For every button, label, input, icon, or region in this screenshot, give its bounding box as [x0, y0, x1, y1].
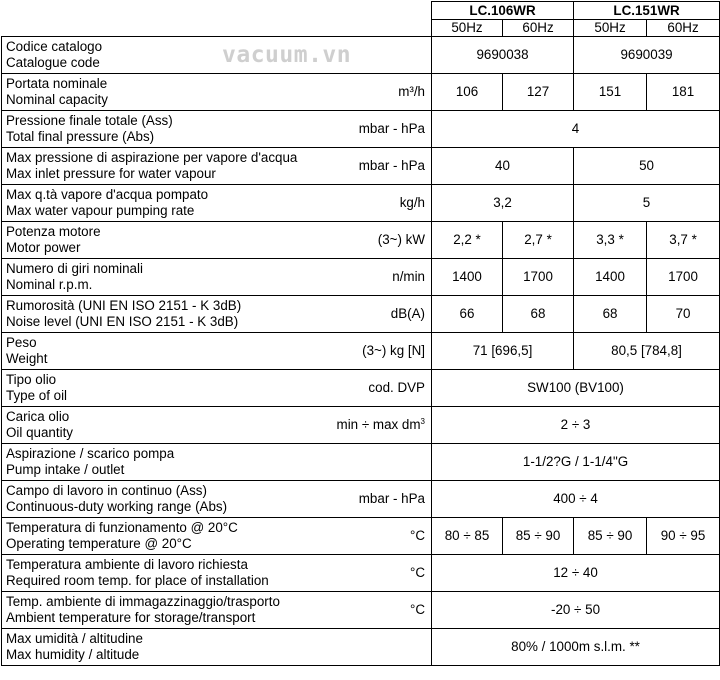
- spec-value: 106: [432, 74, 503, 111]
- spec-value: 40: [432, 148, 574, 185]
- header-blank: [2, 20, 432, 37]
- label-english: Ambient temperature for storage/transport: [6, 610, 256, 625]
- spec-label: [2, 444, 326, 481]
- spec-value: 85 ÷ 90: [574, 518, 647, 555]
- spec-label: [2, 259, 326, 296]
- label-english: Max humidity / altitude: [6, 647, 140, 662]
- spec-label: [2, 555, 326, 592]
- unit-text: kg/h: [399, 195, 425, 210]
- spec-value: 50: [574, 148, 720, 185]
- spec-unit: [326, 370, 432, 407]
- label-italian: Campo di lavoro in continuo (Ass): [6, 483, 207, 498]
- spec-value: 181: [647, 74, 720, 111]
- label-english: Oil quantity: [6, 425, 73, 440]
- spec-row: [2, 370, 720, 407]
- spec-value: 2,2 *: [432, 222, 503, 259]
- model-name: LC.151WR: [574, 2, 720, 20]
- spec-unit: [326, 629, 432, 666]
- label-italian: Max q.tà vapore d'acqua pompato: [6, 187, 209, 202]
- spec-label: [2, 333, 326, 370]
- label-english: Nominal r.p.m.: [6, 277, 93, 292]
- spec-row: [2, 111, 720, 148]
- unit-text: n/min: [392, 269, 425, 284]
- unit-text: mbar - hPa: [358, 121, 425, 136]
- spec-value: 1400: [432, 259, 503, 296]
- unit-text: dB(A): [390, 306, 425, 321]
- spec-row: [2, 629, 720, 666]
- spec-label: [2, 407, 326, 444]
- unit-text: min ÷ max dm: [336, 417, 421, 432]
- watermark: vacuum.vn: [222, 42, 352, 68]
- unit-text: mbar - hPa: [358, 158, 425, 173]
- label-english: Noise level (UNI EN ISO 2151 - K 3dB): [6, 314, 239, 329]
- spec-row: [2, 259, 720, 296]
- frequency-label: 60Hz: [647, 20, 720, 37]
- label-english: Required room temp. for place of installation: [6, 573, 269, 588]
- label-italian: Tipo olio: [6, 372, 57, 387]
- spec-row: [2, 333, 720, 370]
- label-italian: Rumorosità (UNI EN ISO 2151 - K 3dB): [6, 298, 242, 313]
- spec-value: 9690039: [574, 37, 720, 74]
- spec-unit: [326, 74, 432, 111]
- label-italian: Max umidità / altitudine: [6, 631, 143, 646]
- spec-value: 1700: [503, 259, 574, 296]
- label-italian: Peso: [6, 335, 37, 350]
- spec-label: [2, 370, 326, 407]
- spec-value: 2,7 *: [503, 222, 574, 259]
- spec-unit: [326, 333, 432, 370]
- spec-label: [2, 629, 326, 666]
- spec-value: 4: [432, 111, 720, 148]
- spec-label: [2, 111, 326, 148]
- unit-text: m³/h: [398, 84, 425, 99]
- label-italian: Temp. ambiente di immagazzinaggio/trasporto: [6, 594, 280, 609]
- frequency-header-row: [2, 20, 720, 37]
- frequency-label: 60Hz: [503, 20, 574, 37]
- label-english: Pump intake / outlet: [6, 462, 125, 477]
- spec-value: 80,5 [784,8]: [574, 333, 720, 370]
- spec-unit: [326, 111, 432, 148]
- spec-unit: [326, 185, 432, 222]
- spec-row: [2, 407, 720, 444]
- unit-text: °C: [409, 602, 425, 617]
- spec-row: [2, 518, 720, 555]
- spec-label: [2, 296, 326, 333]
- label-english: Max water vapour pumping rate: [6, 203, 195, 218]
- spec-value: 127: [503, 74, 574, 111]
- spec-value: 3,2: [432, 185, 574, 222]
- unit-text: mbar - hPa: [358, 491, 425, 506]
- header-blank: [2, 2, 432, 20]
- spec-value: 151: [574, 74, 647, 111]
- unit-text: cod. DVP: [368, 380, 425, 395]
- label-english: Catalogue code: [6, 55, 100, 70]
- unit-superscript: 3: [420, 417, 425, 426]
- spec-row: [2, 296, 720, 333]
- spec-label: [2, 148, 326, 185]
- label-italian: Pressione finale totale (Ass): [6, 113, 173, 128]
- spec-value: 68: [574, 296, 647, 333]
- spec-unit: [326, 444, 432, 481]
- spec-value: 3,7 *: [647, 222, 720, 259]
- model-name: LC.106WR: [432, 2, 574, 20]
- spec-value: 2 ÷ 3: [432, 407, 720, 444]
- spec-unit: [326, 407, 432, 444]
- spec-value: 400 ÷ 4: [432, 481, 720, 518]
- spec-value: 80% / 1000m s.l.m. **: [432, 629, 720, 666]
- label-english: Nominal capacity: [6, 92, 108, 107]
- spec-row: [2, 74, 720, 111]
- label-italian: Max pressione di aspirazione per vapore d'acqua: [6, 150, 298, 165]
- spec-unit: [326, 222, 432, 259]
- label-italian: Numero di giri nominali: [6, 261, 143, 276]
- spec-value: 12 ÷ 40: [432, 555, 720, 592]
- spec-unit: [326, 481, 432, 518]
- spec-label: [2, 222, 326, 259]
- spec-value: -20 ÷ 50: [432, 592, 720, 629]
- unit-text: °C: [409, 528, 425, 543]
- spec-unit: [326, 518, 432, 555]
- unit-text: °C: [409, 565, 425, 580]
- spec-unit: [326, 148, 432, 185]
- label-italian: Carica olio: [6, 409, 70, 424]
- spec-value: 3,3 *: [574, 222, 647, 259]
- label-italian: Temperatura ambiente di lavoro richiesta: [6, 557, 248, 572]
- label-italian: Codice catalogo: [6, 39, 103, 54]
- label-english: Continuous-duty working range (Abs): [6, 499, 228, 514]
- label-english: Operating temperature @ 20°C: [6, 536, 192, 551]
- spec-table: [1, 1, 720, 666]
- spec-row: [2, 148, 720, 185]
- spec-value: 70: [647, 296, 720, 333]
- spec-unit: [326, 259, 432, 296]
- spec-unit: [326, 592, 432, 629]
- spec-unit: [326, 296, 432, 333]
- spec-value: 90 ÷ 95: [647, 518, 720, 555]
- spec-table-body: [2, 2, 720, 666]
- label-italian: Temperatura di funzionamento @ 20°C: [6, 520, 238, 535]
- unit-text: (3~) kg [N]: [362, 343, 425, 358]
- label-english: Type of oil: [6, 388, 68, 403]
- spec-value: 1-1/2?G / 1-1/4"G: [432, 444, 720, 481]
- spec-label: [2, 481, 326, 518]
- spec-row: [2, 37, 720, 74]
- spec-label: [2, 592, 326, 629]
- spec-value: 1700: [647, 259, 720, 296]
- spec-value: 66: [432, 296, 503, 333]
- label-english: Total final pressure (Abs): [6, 129, 155, 144]
- label-english: Motor power: [6, 240, 81, 255]
- spec-label: [2, 37, 326, 74]
- label-italian: Portata nominale: [6, 76, 108, 91]
- model-header-row: [2, 2, 720, 20]
- spec-row: [2, 555, 720, 592]
- spec-value: 85 ÷ 90: [503, 518, 574, 555]
- spec-unit: [326, 37, 432, 74]
- spec-value: SW100 (BV100): [432, 370, 720, 407]
- frequency-label: 50Hz: [574, 20, 647, 37]
- spec-row: [2, 592, 720, 629]
- label-italian: Aspirazione / scarico pompa: [6, 446, 175, 461]
- spec-value: 68: [503, 296, 574, 333]
- label-english: Weight: [6, 351, 48, 366]
- spec-row: [2, 185, 720, 222]
- frequency-label: 50Hz: [432, 20, 503, 37]
- spec-value: 71 [696,5]: [432, 333, 574, 370]
- spec-row: [2, 444, 720, 481]
- spec-unit: [326, 555, 432, 592]
- spec-value: 9690038: [432, 37, 574, 74]
- label-english: Max inlet pressure for water vapour: [6, 166, 216, 181]
- spec-label: [2, 518, 326, 555]
- spec-label: [2, 185, 326, 222]
- spec-value: 80 ÷ 85: [432, 518, 503, 555]
- spec-value: 1400: [574, 259, 647, 296]
- spec-row: [2, 481, 720, 518]
- label-italian: Potenza motore: [6, 224, 101, 239]
- spec-label: [2, 74, 326, 111]
- spec-value: 5: [574, 185, 720, 222]
- unit-text: (3~) kW: [377, 232, 425, 247]
- spec-row: [2, 222, 720, 259]
